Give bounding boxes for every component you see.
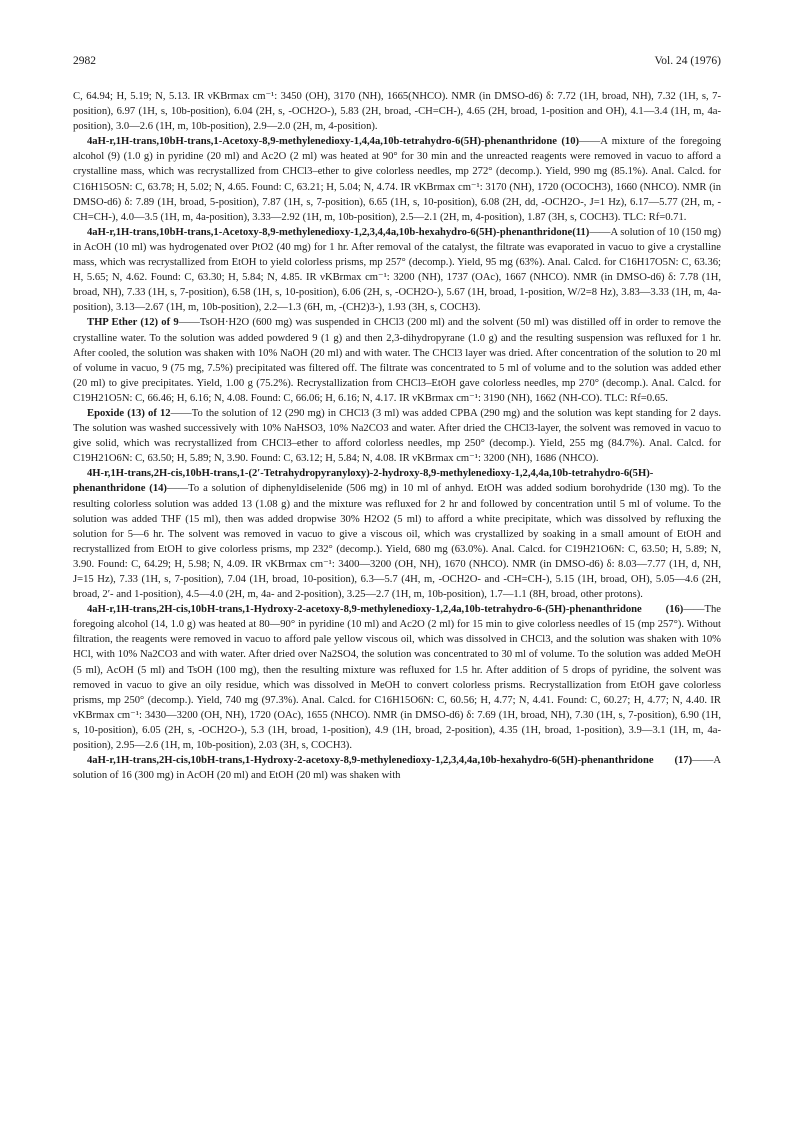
paragraph-compound-14: [73, 466, 721, 602]
compound-heading: 4aH-r,1H-trans,2H-cis,10bH-trans,1-Hydroxy-2-acetoxy-8,9-methylenedioxy-1,2,3,4,4a,10b-hexahydro-6(5H)-phenanthridone (17): [87, 755, 693, 767]
paragraph-compound-17: [73, 753, 721, 783]
paragraph-compound-16: [73, 602, 721, 753]
paragraph-text: ——A mixture of the foregoing alcohol (9) (1.0 g) in pyridine (20 ml) and Ac2O (2 ml) was heated at 90° for 30 min and the unreacted reagents were removed in vacuo to afford a crystalline mass, which was recrystallized from CHCl3–ether to give colorless needles, mp 272° (decomp.). Yield, 990 mg (85.1%). Anal. Calcd. for C16H15O5N: C, 63.78; H, 5.02; N, 4.65. Found: C, 63.21; H, 5.04; N, 4.74. IR νKBrmax cm⁻¹: 3170 (NH), 1720 (OCOCH3), 1660 (NHCO). NMR (in DMSO-d6) δ: 7.89 (1H, broad, 5-position), 7.87 (1H, s, 7-position), 6.65 (1H, s, 10-position), 6.08 (2H, dd, -OCH2O-, J=1 Hz), 6.17—5.77 (2H, m, -CH=CH-), 4.0—3.5 (1H, m, 4a-position), 3.33—2.92 (1H, m, 10b-position), 2.5—2.1 (2H, m, 4-position), 1.87 (3H, s, COCH3). TLC: Rf=0.71.: [73, 136, 722, 223]
page-number: 2982: [73, 55, 96, 67]
compound-heading: 4H-r,1H-trans,2H-cis,10bH-trans,1-(2′-Tetrahydropyranyloxy)-2-hydroxy-8,9-methylenedioxy-1,2,4,4a,10b-tetrahydro-6(5H)-phenanthridone (14): [73, 468, 654, 495]
paragraph-text: ——To a solution of diphenyldiselenide (506 mg) in 10 ml of anhyd. EtOH was added sodium borohydride (130 mg). To the resulting colorless solution was added 13 (1.08 g) and the mixture was refluxed for 2 hr and followed by concentration until 5 ml of volume. To the solution was added THF (15 ml), then was added dropwise 30% H2O2 (5 ml) to afford a white precipitate, which was dissolved by refluxing the solution for 5—6 hr. The solvent was removed in vacuo to give a viscous oil, which was crystallized by soaking in a small amount of EtOH and recrystallized from EtOH to give colorless prisms, mp 232° (decomp.). Yield, 680 mg (63.0%). Anal. Calcd. for C19H21O6N: C, 63.50; H, 5.89; N, 3.90. Found: C, 64.29; H, 5.98; N, 4.09. IR νKBrmax cm⁻¹: 3400—3200 (OH, NH), 1670 (NHCO). NMR (in DMSO-d6) δ: 8.03—7.77 (1H, d, NH, J=15 Hz), 7.33 (1H, s, 7-position), 7.04 (1H, broad, 10-position), 6.3—5.7 (4H, m, -OCH2O- and -CH=CH-), 5.15 (1H, broad, OH), 5.05—4.6 (2H, broad, 2′- and 1-position), 4.5—4.0 (2H, m, 4a- and 2-position), 3.25—2.7 (1H, m, 10b-position), 1.7—1.1 (8H, broad, other protons).: [73, 483, 722, 601]
paragraph-text: ——To the solution of 12 (290 mg) in CHCl3 (3 ml) was added CPBA (290 mg) and the solution was kept standing for 2 days. The solution was washed successively with 10% NaHSO3, 10% Na2CO3 and water. After dried the CHCl3-layer, the solvent was removed in vacuo to give solid, which was recrystallized from CHCl3–ether to afford colorless needles, mp 250° (decomp.). Yield, 255 mg (84.7%). Anal. Calcd. for C19H21O6N: C, 63.50; H, 5.89; N, 3.90. Found: C, 63.12; H, 5.84; N, 4.08. IR νKBrmax cm⁻¹: 3200 (NH), 1686 (NHCO).: [73, 407, 721, 465]
paragraph-text: C, 64.94; H, 5.19; N, 5.13. IR νKBrmax cm⁻¹: 3450 (OH), 3170 (NH), 1665(NHCO). NMR (in DMSO-d6) δ: 7.72 (1H, broad, NH), 7.32 (1H, s, 7-position), 6.97 (1H, s, 10b-position), 6.04 (2H, s, -OCH2O-), 5.83 (2H, broad, -CH=CH-), 4.65 (2H, broad, 1-position and OH), 4.1—3.4 (1H, m, 4a-position), 3.0—2.6 (1H, m, 10b-position), 2.9—2.0 (2H, m, 4-position).: [73, 91, 721, 133]
paragraph-text: ——TsOH·H2O (600 mg) was suspended in CHCl3 (200 ml) and the solvent (50 ml) was distilled off in order to remove the crystalline water. To the solution was added powdered 9 (1 g) and then 2,3-dihydropyrane (1.0 g) and the resulting suspension was refluxed for 1 hr. After cooled, the solution was shaken with 10% NaOH (20 ml) and with water. The CHCl3 layer was dried. After concentration of the solution to 20 ml of volume in vacuo, 9 (75 mg, 7.5%) precipitated was filtered off. The filtrate was concentrated to 5 ml of volume and to the solution was added ether (20 ml) to give precipitates. Yield, 1.00 g (75.2%). Recrystallization from CHCl3–EtOH gave colorless needles, mp 270° (decomp.). Anal. Calcd. for C19H21O5N: C, 66.46; H, 6.16; N, 4.08. Found: C, 66.06; H, 6.16; N, 4.17. IR νKBrmax cm⁻¹: 3190 (NH), 1662 (NH-CO). TLC: Rf=0.65.: [73, 317, 721, 404]
paragraph-continuation: [73, 89, 721, 134]
journal-volume: Vol. 24 (1976): [654, 55, 721, 67]
paragraph-text: ——A solution of 16 (300 mg) in AcOH (20 ml) and EtOH (20 ml) was shaken with: [73, 755, 721, 782]
paragraph-compound-12: [73, 315, 721, 406]
compound-heading: 4aH-r,1H-trans,10bH-trans,1-Acetoxy-8,9-methylenedioxy-1,4,4a,10b-tetrahydro-6(5H)-phenanthridone (10): [87, 136, 580, 148]
paragraph-compound-11: [73, 225, 721, 316]
compound-heading: 4aH-r,1H-trans,2H-cis,10bH-trans,1-Hydroxy-2-acetoxy-8,9-methylenedioxy-1,2,4a,10b-tetrahydro-6-(5H)-phenanthridone (16): [87, 604, 684, 616]
paragraph-text: ——A solution of 10 (150 mg) in AcOH (10 ml) was hydrogenated over PtO2 (40 mg) for 1 hr. After removal of the catalyst, the filtrate was evaporated in vacuo to give a crystalline mass, which was recrystallized from EtOH to yield colorless prisms, mp 257° (decomp.). Yield, 95 mg (63%). Anal. Calcd. for C16H17O5N: C, 63.36; H, 5.65; N, 4.62. Found: C, 63.30; H, 5.84; N, 4.85. IR νKBrmax cm⁻¹: 3200 (NH), 1737 (OAc), 1667 (NHCO). NMR (in DMSO-d6) δ: 7.78 (1H, broad, NH), 7.33 (1H, s, 7-position), 6.58 (1H, s, 10-position), 6.06 (2H, s, -OCH2O-), 5.67 (1H, broad, 1-position, W/2=8 Hz), 3.83—3.33 (1H, m, 4a-position), 3.13—2.67 (1H, m, 10b-position), 2.2—1.3 (6H, m, -(CH2)3-), 1.93 (3H, s, COCH3).: [73, 226, 721, 314]
paragraph-compound-13: [73, 406, 721, 466]
compound-heading: THP Ether (12) of 9: [87, 317, 179, 329]
compound-heading: 4aH-r,1H-trans,10bH-trans,1-Acetoxy-8,9-methylenedioxy-1,2,3,4,4a,10b-hexahydro-6(5H)-phenanthridone(11): [87, 226, 590, 238]
experimental-section: [73, 89, 721, 783]
compound-heading: Epoxide (13) of 12: [87, 407, 171, 419]
paragraph-compound-10: [73, 134, 721, 225]
journal-page: [73, 55, 721, 783]
page-header: [73, 55, 721, 75]
paragraph-text: ——The foregoing alcohol (14, 1.0 g) was heated at 80—90° in pyridine (10 ml) and Ac2O (2 ml) for 15 min to give colorless needles of 15 (mp 257°). Without filtration, the reagents were removed in vacuo to afford pale yellow viscous oil, which was dissolved in CHCl3, and the solution was shaken with 10% HCl, with 10% Na2CO3 and with water. After dried over Na2SO4, the solution was concentrated to 30 ml of volume. To the solution was added MeOH (5 ml), AcOH (5 ml) and TsOH (100 mg), then the resulting mixture was refluxed for 1.5 hr. After addition of 5 drops of pyridine, the solvent was removed in vacuo to give an oily residue, which was dissolved in MeOH to convert colorless prisms. Recrystallization from EtOH gave colorless prisms, mp 250° (decomp.). Yield, 740 mg (97.3%). Anal. Calcd. for C16H15O6N: C, 60.56; H, 4.77; N, 4.41. Found: C, 60.27; H, 4.77; N, 4.40. IR νKBrmax cm⁻¹: 3430—3200 (OH, NH), 1720 (OAc), 1655 (NHCO). NMR (in DMSO-d6) δ: 7.69 (1H, broad, NH), 7.30 (1H, s, 7-position), 6.90 (1H, s, 10-position), 6.05 (2H, s, -OCH2O-), 5.3 (1H, broad, 1-position), 4.9 (1H, broad, 2-position), 4.35 (1H, broad, 1-position), 3.9—3.1 (1H, m, 4a-position), 2.95—2.6 (1H, m, 10b-position), 2.03 (3H, s, COCH3).: [73, 604, 721, 752]
